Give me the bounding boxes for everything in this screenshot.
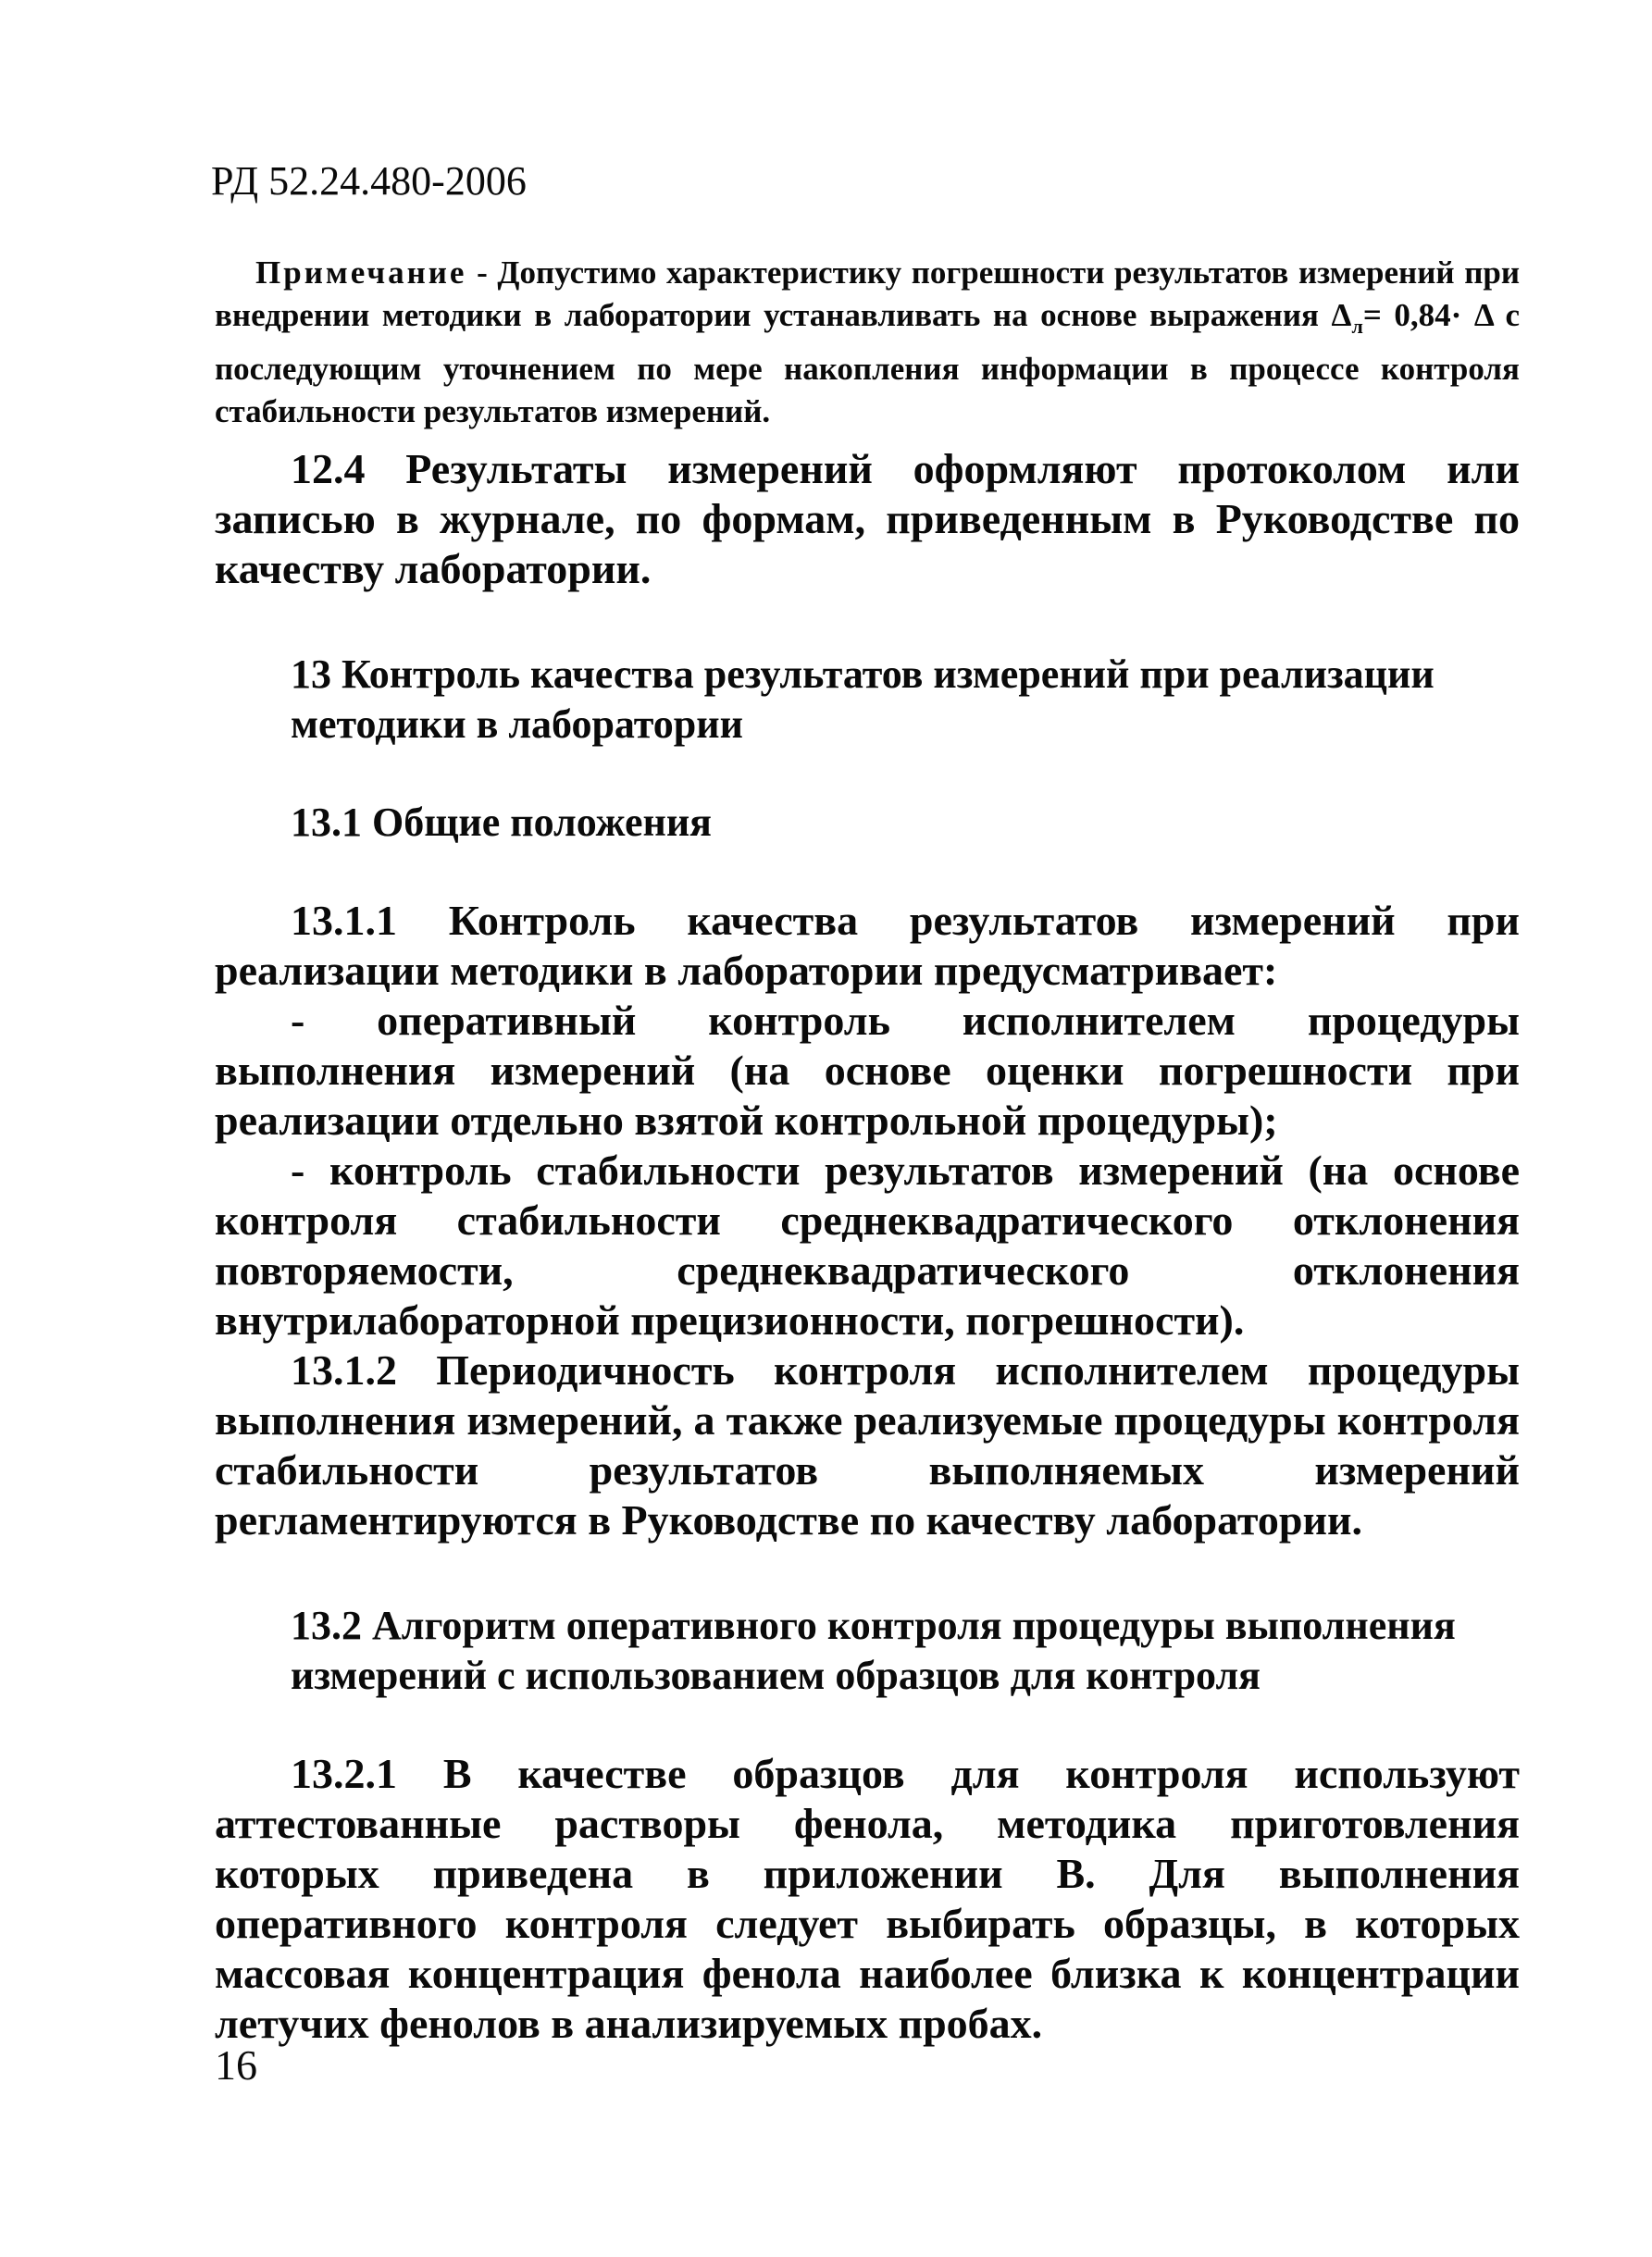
formula-delta: Δ	[1331, 297, 1352, 333]
note-text-after: с последующим уточнением по мере накопления информации в процессе контроля стабильности результатов измерений.	[215, 297, 1520, 429]
paragraph-13-1-2: 13.1.2 Периодичность контроля исполнителем процедуры выполнения измерений, а также реализуемые процедуры контроля стабильности результатов выполняемых измерений регламентируются в Руководстве по качеству лаборатории.	[215, 1346, 1520, 1544]
page-number: 16	[215, 2041, 257, 2089]
subsection-heading-13-1: 13.1 Общие положения	[291, 800, 712, 845]
note-formula	[1331, 297, 1493, 338]
paragraph-13-2-1: 13.2.1 В качестве образцов для контроля используют аттестованные растворы фенола, методика приготовления которых приведена в приложении В. Для выполнения оперативного контроля следует выбирать образцы, в которых массовая концентрация фенола наиболее близка к концентрации летучих фенолов в анализируемых пробах.	[215, 1750, 1520, 2047]
spacer	[215, 1545, 1520, 1601]
spacer	[215, 433, 1520, 444]
list-item-operative-control: - оперативный контроль исполнителем процедуры выполнения измерений (на основе оценки погрешности при реализации отдельно взятой контрольной процедуры);	[215, 997, 1520, 1144]
formula-rest: = 0,84· Δ	[1362, 297, 1493, 333]
list-item-stability-control: - контроль стабильности результатов измерений (на основе контроля стабильности среднеквадратического отклонения повторяемости, среднеквадратического отклонения внутрилабораторной прецизионности, погрешности).	[215, 1147, 1520, 1344]
document-header: РД 52.24.480-2006	[211, 158, 527, 204]
note-text-before: - Допустимо характеристику погрешности результатов измерений при внедрении методики в лаборатории устанавливать на основе выражения	[215, 254, 1520, 333]
spacer	[215, 1701, 1520, 1749]
formula-subscript: л	[1351, 315, 1363, 338]
subsection-heading-13-2: 13.2 Алгоритм оперативного контроля процедуры выполнения измерений с использованием образцов для контроля	[291, 1603, 1456, 1698]
page-content	[215, 252, 1520, 2049]
paragraph-12-4: 12.4 Результаты измерений оформляют протоколом или записью в журнале, по формам, приведенным в Руководстве по качеству лаборатории.	[215, 445, 1520, 592]
paragraph-13-1-1: 13.1.1 Контроль качества результатов измерений при реализации методики в лаборатории предусматривает:	[215, 897, 1520, 994]
spacer	[215, 848, 1520, 896]
spacer	[215, 750, 1520, 798]
spacer	[215, 594, 1520, 650]
section-heading-13: 13 Контроль качества результатов измерений при реализации методики в лаборатории	[291, 651, 1435, 747]
note-paragraph	[215, 252, 1520, 433]
note-label: Примечание	[255, 254, 467, 291]
